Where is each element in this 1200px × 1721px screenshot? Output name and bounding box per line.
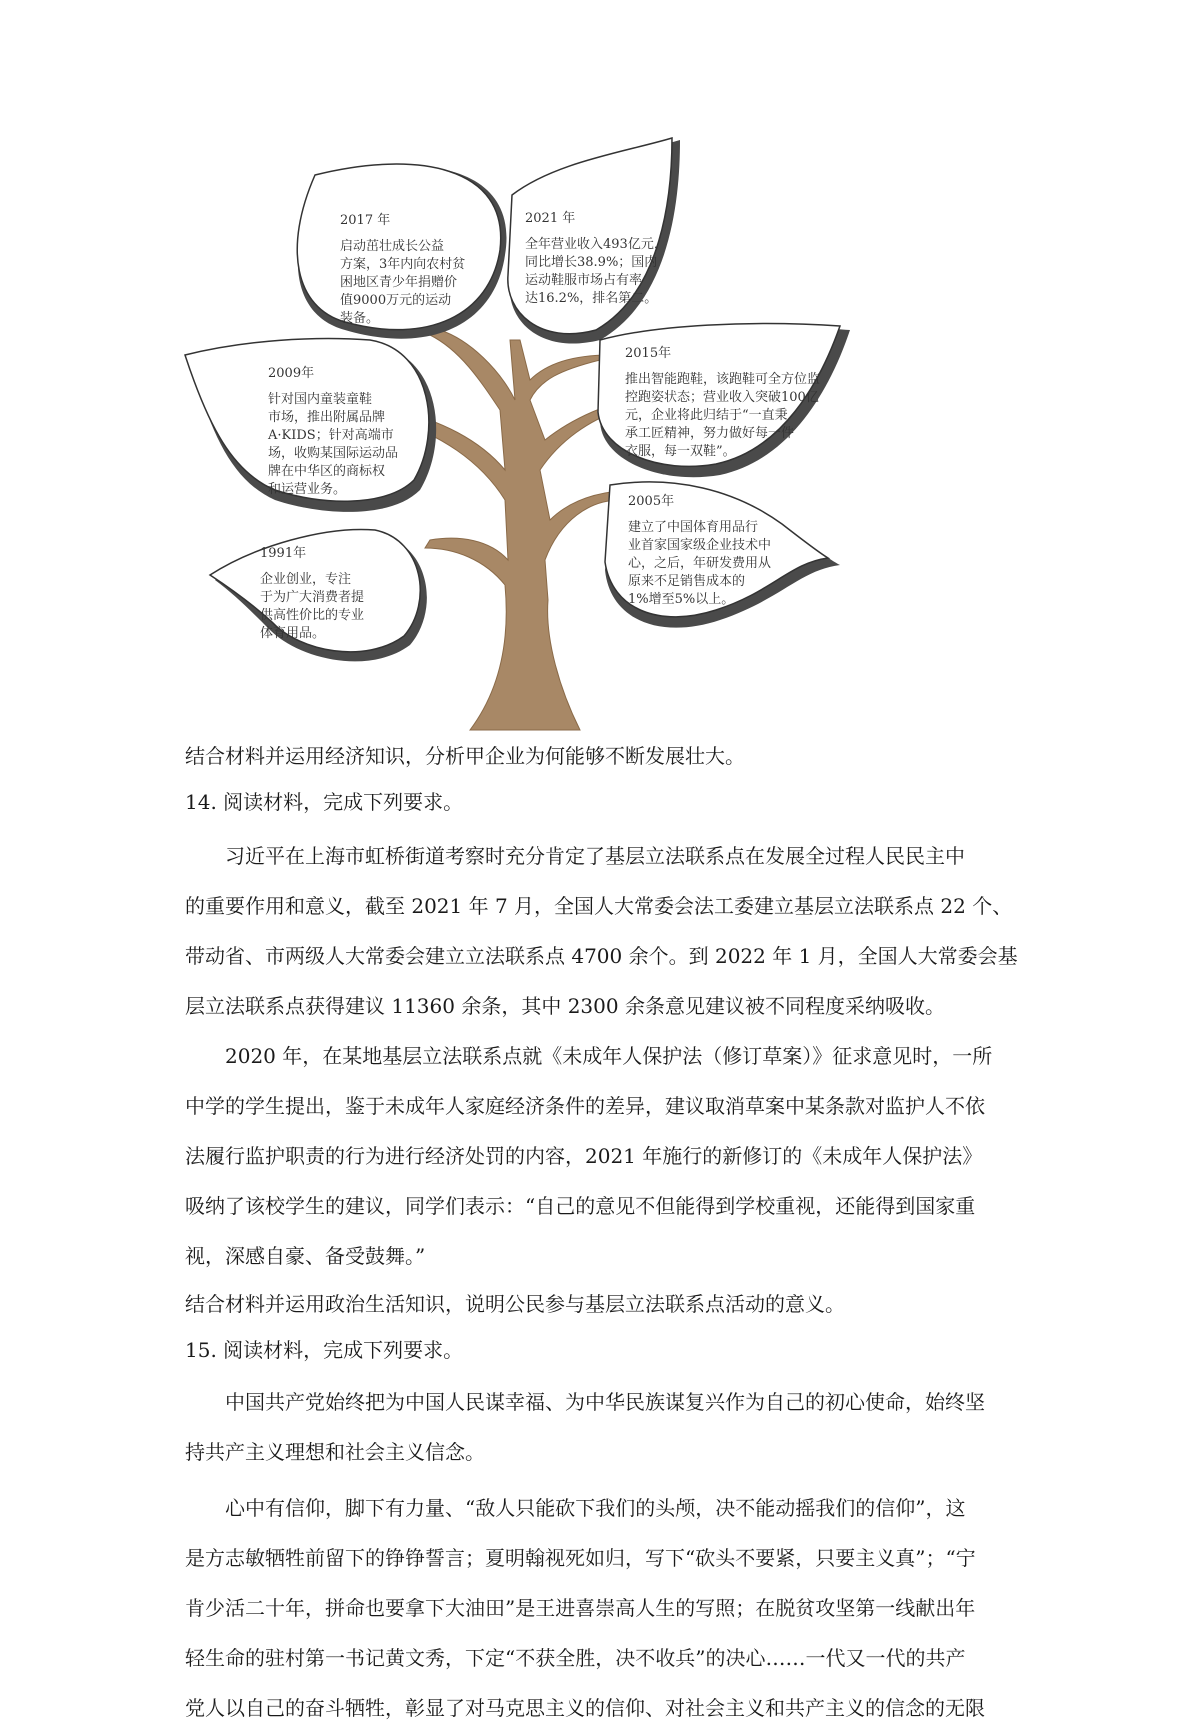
leaf-line: 困地区青少年捐赠价 (340, 275, 458, 290)
leaf-year-2015: 2015年 (625, 346, 672, 361)
q14-para2-line: 视，深感自豪、备受鼓舞。” (185, 1244, 426, 1268)
leaf-line: 针对国内童装童鞋 (268, 392, 373, 407)
q15-para1-line: 中国共产党始终把为中国人民谋幸福、为中华民族谋复兴作为自己的初心使命，始终坚 (225, 1390, 985, 1414)
q14-para1-line: 带动省、市两级人大常委会建立立法联系点 4700 余个。到 2022 年 1 月，全国人大常委会基 (185, 944, 1018, 968)
leaf-line: A·KIDS；针对高端市 (268, 428, 394, 443)
q14-para2-line: 吸纳了该校学生的建议，同学们表示：“自己的意见不但能得到学校重视，还能得到国家重 (185, 1194, 976, 1218)
leaf-year-2005: 2005年 (628, 494, 675, 509)
leaf-line: 方案，3年内向农村贫 (340, 257, 466, 272)
leaf-text-2017 (340, 212, 465, 328)
leaf-line: 体育用品。 (260, 626, 326, 641)
leaf-line: 衣服，每一双鞋”。 (625, 444, 736, 459)
leaf-line: 启动茁壮成长公益 (340, 239, 445, 254)
leaf-line: 于为广大消费者提 (260, 590, 365, 605)
leaf-line: 和运营业务。 (268, 482, 347, 497)
leaf-year-1991: 1991年 (260, 546, 307, 561)
q15-para2-line: 心中有信仰，脚下有力量、“敌人只能砍下我们的头颅，决不能动摇我们的信仰”，这 (225, 1496, 966, 1520)
q15-para2-line: 轻生命的驻村第一书记黄文秀，下定“不获全胜，决不收兵”的决心……一代又一代的共产 (185, 1646, 966, 1670)
q15-para2-line: 是方志敏牺牲前留下的铮铮誓言；夏明翰视死如归，写下“砍头不要紧，只要主义真”；“宁 (185, 1546, 976, 1570)
leaf-year-2009: 2009年 (268, 366, 315, 381)
leaf-line: 运动鞋服市场占有率 (525, 273, 643, 288)
leaf-line: 牌在中华区的商标权 (268, 464, 386, 479)
leaf-line: 元，企业将此归结于“一直秉 (625, 408, 788, 423)
leaf-line: 控跑姿状态；营业收入突破100亿 (625, 390, 819, 405)
leaf-line: 达16.2%，排名第二。 (525, 291, 658, 306)
q14-heading: 14. 阅读材料，完成下列要求。 (185, 790, 464, 814)
leaf-line: 装备。 (340, 311, 380, 326)
leaf-line: 推出智能跑鞋，该跑鞋可全方位监 (625, 372, 821, 387)
leaf-line: 市场，推出附属品牌 (268, 410, 386, 425)
q14-para1-line: 层立法联系点获得建议 11360 余条，其中 2300 余条意见建议被不同程度采纳吸收。 (185, 994, 945, 1018)
leaf-line: 建立了中国体育用品行 (628, 520, 759, 535)
q14-para2-line: 法履行监护职责的行为进行经济处罚的内容，2021 年施行的新修订的《未成年人保护法》 (185, 1144, 983, 1168)
leaf-text-1991 (260, 545, 364, 643)
leaf-line: 业首家国家级企业技术中 (628, 538, 772, 553)
leaf-line: 承工匠精神，努力做好每一件 (625, 426, 795, 441)
q14-para1-line: 习近平在上海市虹桥街道考察时充分肯定了基层立法联系点在发展全过程人民民主中 (225, 844, 965, 868)
q14-para2-line: 2020 年，在某地基层立法联系点就《未成年人保护法（修订草案）》征求意见时，一所 (225, 1044, 993, 1068)
q15-heading: 15. 阅读材料，完成下列要求。 (185, 1338, 464, 1362)
leaf-line: 企业创业，专注 (260, 572, 352, 587)
tree-figure (0, 0, 1200, 740)
q14-para1-line: 的重要作用和意义，截至 2021 年 7 月，全国人大常委会法工委建立基层立法联系点 22 个、 (185, 894, 1013, 918)
q15-para2-line: 党人以自己的奋斗牺牲，彰显了对马克思主义的信仰、对社会主义和共产主义的信念的无限 (185, 1696, 985, 1720)
leaf-text-2009 (268, 365, 398, 499)
tree-illustration (0, 0, 1200, 740)
leaf-text-2021 (525, 210, 667, 308)
q15-para2-line: 肯少活二十年，拼命也要拿下大油田”是王进喜崇高人生的写照；在脱贫攻坚第一线献出年 (185, 1596, 976, 1620)
leaf-line: 同比增长38.9%；国内 (525, 255, 658, 270)
leaf-line: 值9000万元的运动 (340, 293, 452, 308)
leaf-line: 1%增至5%以上。 (628, 592, 735, 607)
q15-para1-line: 持共产主义理想和社会主义信念。 (185, 1440, 485, 1464)
leaf-year-2021: 2021 年 (525, 211, 576, 226)
leaf-line: 原来不足销售成本的 (628, 574, 746, 589)
leaf-text-2005 (628, 493, 771, 609)
leaf-line: 场，收购某国际运动品 (268, 446, 399, 461)
leaf-text-2015 (625, 345, 820, 461)
leaf-line: 心，之后，年研发费用从 (628, 556, 772, 571)
leaf-line: 全年营业收入493亿元， (525, 237, 667, 252)
q14-para2-line: 中学的学生提出，鉴于未成年人家庭经济条件的差异，建议取消草案中某条款对监护人不依 (185, 1094, 985, 1118)
q13-prompt: 结合材料并运用经济知识，分析甲企业为何能够不断发展壮大。 (185, 744, 745, 768)
q14-prompt: 结合材料并运用政治生活知识，说明公民参与基层立法联系点活动的意义。 (185, 1292, 845, 1316)
leaf-year-2017: 2017 年 (340, 213, 391, 228)
leaf-line: 供高性价比的专业 (260, 608, 365, 623)
